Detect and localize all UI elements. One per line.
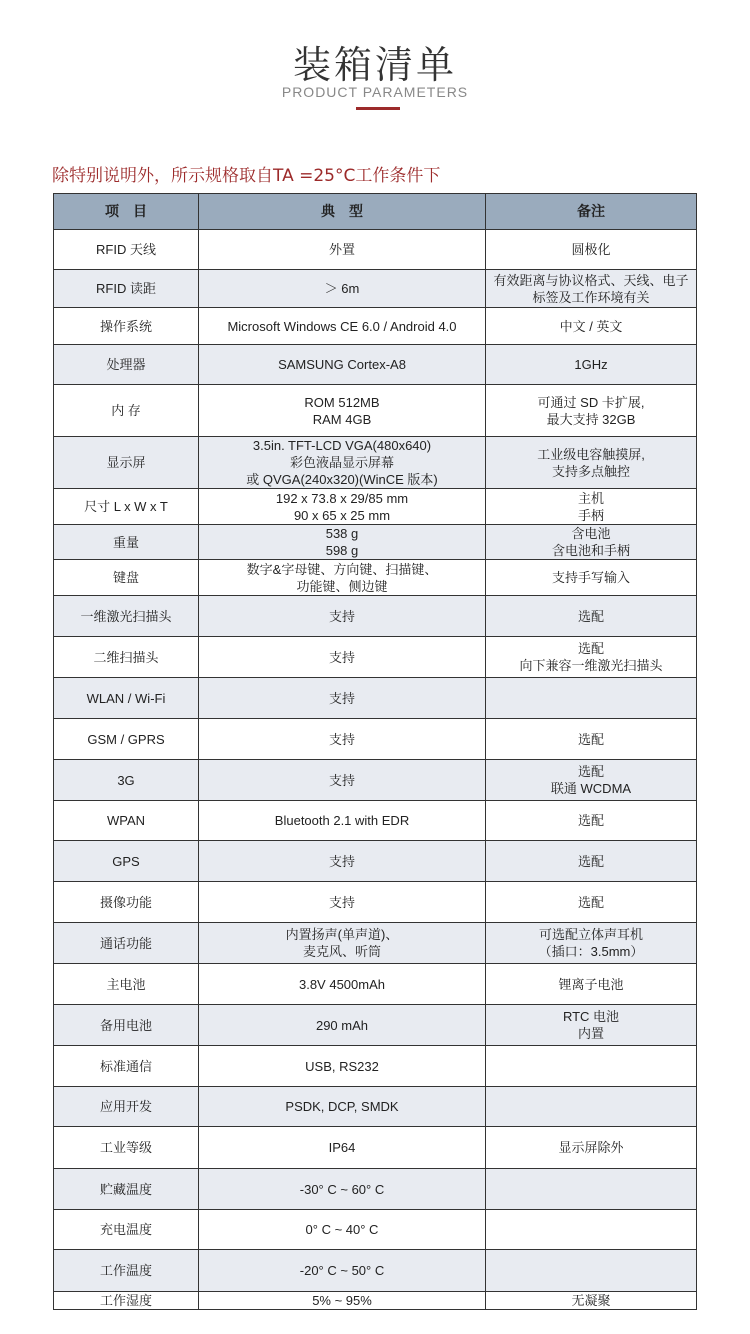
table-row [54, 760, 697, 801]
cell-remark: 显示屏除外 [486, 1127, 697, 1169]
table-row [54, 525, 697, 560]
table-row [54, 489, 697, 525]
table-row [54, 637, 697, 678]
cell-typical: 外置 [199, 230, 486, 270]
cell-item: WLAN / Wi-Fi [54, 678, 199, 719]
cell-typical: Bluetooth 2.1 with EDR [199, 801, 486, 841]
cell-item: 处理器 [54, 345, 199, 385]
table-header-row [54, 194, 697, 230]
cell-item: WPAN [54, 801, 199, 841]
cell-item: 工业等级 [54, 1127, 199, 1169]
table-row [54, 678, 697, 719]
cell-typical: 支持 [199, 841, 486, 882]
cell-remark: 可选配立体声耳机 （插口：3.5mm） [486, 923, 697, 964]
cell-item: 备用电池 [54, 1005, 199, 1046]
cell-remark: 支持手写输入 [486, 560, 697, 596]
cell-typical: SAMSUNG Cortex-A8 [199, 345, 486, 385]
cell-typical: ROM 512MB RAM 4GB [199, 385, 486, 437]
table-row [54, 385, 697, 437]
cell-remark: 可通过 SD 卡扩展, 最大支持 32GB [486, 385, 697, 437]
cell-typical: 内置扬声(单声道)、 麦克风、听筒 [199, 923, 486, 964]
cell-typical: 支持 [199, 719, 486, 760]
cell-item: 显示屏 [54, 437, 199, 489]
title-underline [356, 107, 400, 110]
cell-remark: 选配 联通 WCDMA [486, 760, 697, 801]
cell-typical: 3.8V 4500mAh [199, 964, 486, 1005]
cell-item: 标准通信 [54, 1046, 199, 1087]
cell-item: 二维扫描头 [54, 637, 199, 678]
cell-typical: ＞ 6m [199, 270, 486, 308]
cell-item: 工作温度 [54, 1250, 199, 1292]
cell-item: 内 存 [54, 385, 199, 437]
cell-item: 贮藏温度 [54, 1169, 199, 1210]
cell-remark: 选配 [486, 719, 697, 760]
cell-remark [486, 1087, 697, 1127]
cell-typical: 5% ~ 95% [199, 1292, 486, 1310]
cell-item: 3G [54, 760, 199, 801]
table-row [54, 882, 697, 923]
header-remark: 备注 [486, 194, 697, 230]
table-row [54, 230, 697, 270]
cell-typical: PSDK, DCP, SMDK [199, 1087, 486, 1127]
page-title: 装箱清单 [292, 43, 457, 87]
cell-typical: 192 x 73.8 x 29/85 mm 90 x 65 x 25 mm [199, 489, 486, 525]
cell-item: 应用开发 [54, 1087, 199, 1127]
cell-remark: 中文 / 英文 [486, 308, 697, 345]
cell-remark [486, 1210, 697, 1250]
cell-item: 键盘 [54, 560, 199, 596]
cell-item: 重量 [54, 525, 199, 560]
table-row [54, 719, 697, 760]
spec-note: 除特别说明外，所示规格取自TA =25°C工作条件下 [52, 166, 441, 186]
table-row [54, 437, 697, 489]
table-row [54, 596, 697, 637]
cell-remark: 工业级电容触摸屏, 支持多点触控 [486, 437, 697, 489]
cell-typical: 支持 [199, 678, 486, 719]
cell-typical: -30° C ~ 60° C [199, 1169, 486, 1210]
cell-typical: 0° C ~ 40° C [199, 1210, 486, 1250]
cell-remark [486, 1046, 697, 1087]
cell-typical: 290 mAh [199, 1005, 486, 1046]
table-row [54, 560, 697, 596]
table-row [54, 1127, 697, 1169]
cell-typical: 支持 [199, 882, 486, 923]
cell-item: 一维激光扫描头 [54, 596, 199, 637]
cell-remark [486, 1250, 697, 1292]
cell-remark: 选配 向下兼容一维激光扫描头 [486, 637, 697, 678]
cell-item: 充电温度 [54, 1210, 199, 1250]
table-row [54, 1250, 697, 1292]
cell-typical: 支持 [199, 596, 486, 637]
table-row [54, 270, 697, 308]
table-row [54, 923, 697, 964]
table-row [54, 1169, 697, 1210]
cell-typical: 538 g 598 g [199, 525, 486, 560]
table-row [54, 1046, 697, 1087]
table-row [54, 1292, 697, 1310]
cell-item: RFID 读距 [54, 270, 199, 308]
cell-item: RFID 天线 [54, 230, 199, 270]
cell-remark: 选配 [486, 882, 697, 923]
cell-remark: 无凝聚 [486, 1292, 697, 1310]
cell-typical: USB, RS232 [199, 1046, 486, 1087]
table-row [54, 308, 697, 345]
cell-remark: RTC 电池 内置 [486, 1005, 697, 1046]
cell-item: GSM / GPRS [54, 719, 199, 760]
cell-item: GPS [54, 841, 199, 882]
table-row [54, 345, 697, 385]
cell-item: 摄像功能 [54, 882, 199, 923]
cell-typical: Microsoft Windows CE 6.0 / Android 4.0 [199, 308, 486, 345]
cell-item: 操作系统 [54, 308, 199, 345]
header-item: 项 目 [54, 194, 199, 230]
cell-remark: 含电池 含电池和手柄 [486, 525, 697, 560]
cell-remark: 1GHz [486, 345, 697, 385]
table-row [54, 964, 697, 1005]
table-row [54, 1005, 697, 1046]
spec-table [53, 193, 697, 1310]
table-row [54, 801, 697, 841]
header-typical: 典 型 [199, 194, 486, 230]
cell-remark: 有效距离与协议格式、天线、电子 标签及工作环境有关 [486, 270, 697, 308]
cell-remark: 选配 [486, 801, 697, 841]
cell-item: 通话功能 [54, 923, 199, 964]
cell-remark: 选配 [486, 596, 697, 637]
cell-remark: 主机 手柄 [486, 489, 697, 525]
cell-remark [486, 1169, 697, 1210]
cell-typical: 支持 [199, 760, 486, 801]
table-row [54, 841, 697, 882]
cell-item: 主电池 [54, 964, 199, 1005]
cell-typical: 数字&字母键、方向键、扫描键、 功能键、侧边键 [199, 560, 486, 596]
cell-remark: 锂离子电池 [486, 964, 697, 1005]
cell-typical: 支持 [199, 637, 486, 678]
page-header [0, 0, 750, 160]
page-subtitle: PRODUCT PARAMETERS [281, 84, 469, 100]
cell-item: 尺寸 L x W x T [54, 489, 199, 525]
cell-typical: -20° C ~ 50° C [199, 1250, 486, 1292]
cell-typical: 3.5in. TFT-LCD VGA(480x640) 彩色液晶显示屏幕 或 QVGA(240x320)(WinCE 版本) [199, 437, 486, 489]
cell-remark [486, 678, 697, 719]
cell-remark: 圆极化 [486, 230, 697, 270]
cell-remark: 选配 [486, 841, 697, 882]
cell-typical: IP64 [199, 1127, 486, 1169]
table-row [54, 1087, 697, 1127]
table-row [54, 1210, 697, 1250]
cell-item: 工作湿度 [54, 1292, 199, 1310]
